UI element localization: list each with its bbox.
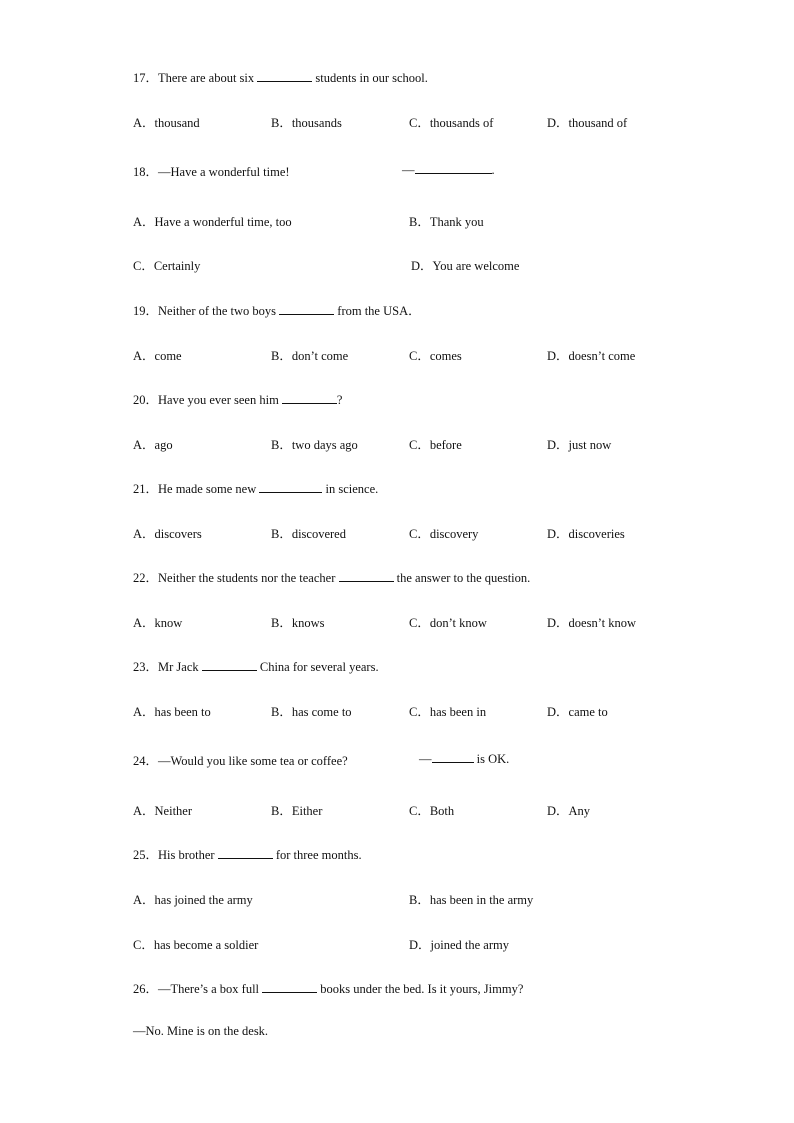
question-17 <box>133 68 428 86</box>
option-a: A．Neither <box>133 804 193 818</box>
option-a: A．discovers <box>133 527 202 541</box>
answer-blank <box>339 570 394 582</box>
question-stem-end: students in our school. <box>312 71 428 85</box>
question-stem: 17．There are about six <box>133 71 258 85</box>
question-26 <box>133 979 523 997</box>
answer-blank <box>415 162 492 174</box>
option-c: C．before <box>409 438 462 452</box>
option-c: C．Certainly <box>133 259 201 273</box>
reply-dash: — <box>402 163 415 177</box>
answer-blank <box>282 392 337 404</box>
option-c: C．has been in <box>409 705 487 719</box>
option-d: D．came to <box>547 705 608 719</box>
answer-blank <box>259 481 322 493</box>
option-b: B．Thank you <box>409 215 484 229</box>
option-b: B．has come to <box>271 705 352 719</box>
option-a: A．ago <box>133 438 173 452</box>
option-d: D．You are welcome <box>411 259 520 273</box>
question-stem: 25．His brother <box>133 848 218 862</box>
answer-blank <box>262 981 317 993</box>
option-c: C．comes <box>409 349 462 363</box>
question-stem-end: ? <box>336 393 343 407</box>
question-24 <box>133 751 348 769</box>
question-stem-end: in science. <box>322 482 379 496</box>
question-21 <box>133 479 378 497</box>
option-c: C．Both <box>409 804 455 818</box>
answer-blank <box>432 751 474 763</box>
question-stem: 24．—Would you like some tea or coffee? <box>133 754 348 768</box>
option-b: B．thousands <box>271 116 342 130</box>
option-b: B．Either <box>271 804 323 818</box>
option-b: B．don’t come <box>271 349 349 363</box>
question-23 <box>133 657 379 675</box>
question-stem-end: from the USA． <box>334 304 421 318</box>
question-19 <box>133 301 421 319</box>
option-a: A．has been to <box>133 705 211 719</box>
answer-blank <box>202 659 257 671</box>
option-c: C．don’t know <box>409 616 487 630</box>
option-a: A．Have a wonderful time, too <box>133 215 292 229</box>
question-stem-end: books under the bed. Is it yours, Jimmy? <box>317 982 524 996</box>
question-stem: 26．—There’s a box full <box>133 982 263 996</box>
option-d: D．just now <box>547 438 612 452</box>
question-stem-end: China for several years. <box>256 660 379 674</box>
option-d: D．doesn’t come <box>547 349 636 363</box>
option-d: D．joined the army <box>409 938 509 952</box>
option-c: C．has become a soldier <box>133 938 259 952</box>
option-a: A．has joined the army <box>133 893 253 907</box>
answer-blank <box>218 847 273 859</box>
question-stem: 22．Neither the students nor the teacher <box>133 571 339 585</box>
option-b: B．has been in the army <box>409 893 534 907</box>
option-b: B．two days ago <box>271 438 358 452</box>
question-stem: 23．Mr Jack <box>133 660 202 674</box>
question-20 <box>133 390 342 408</box>
question-stem: 20．Have you ever seen him <box>133 393 282 407</box>
question-stem: 18．—Have a wonderful time! <box>133 165 290 179</box>
option-c: C．thousands of <box>409 116 494 130</box>
question-18-reply <box>402 162 495 178</box>
answer-blank <box>279 303 334 315</box>
question-18 <box>133 162 290 180</box>
option-d: D．doesn’t know <box>547 616 637 630</box>
option-b: B．discovered <box>271 527 346 541</box>
question-25 <box>133 845 362 863</box>
option-c: C．discovery <box>409 527 479 541</box>
option-d: D．thousand of <box>547 116 628 130</box>
option-d: D．Any <box>547 804 591 818</box>
option-a: A．know <box>133 616 183 630</box>
question-stem: 21．He made some new <box>133 482 260 496</box>
option-b: B．knows <box>271 616 325 630</box>
answer-blank <box>257 70 312 82</box>
question-22 <box>133 568 530 586</box>
question-24-reply <box>419 751 509 767</box>
question-26-reply: —No. Mine is on the desk. <box>133 1024 269 1038</box>
question-stem-end: the answer to the question. <box>393 571 531 585</box>
reply-end: is OK. <box>473 752 510 766</box>
option-d: D．discoveries <box>547 527 625 541</box>
question-stem-end: for three months. <box>272 848 362 862</box>
question-stem: 19．Neither of the two boys <box>133 304 280 318</box>
option-a: A．come <box>133 349 182 363</box>
reply-dash: — <box>419 752 432 766</box>
option-a: A．thousand <box>133 116 200 130</box>
reply-end: . <box>491 163 495 177</box>
